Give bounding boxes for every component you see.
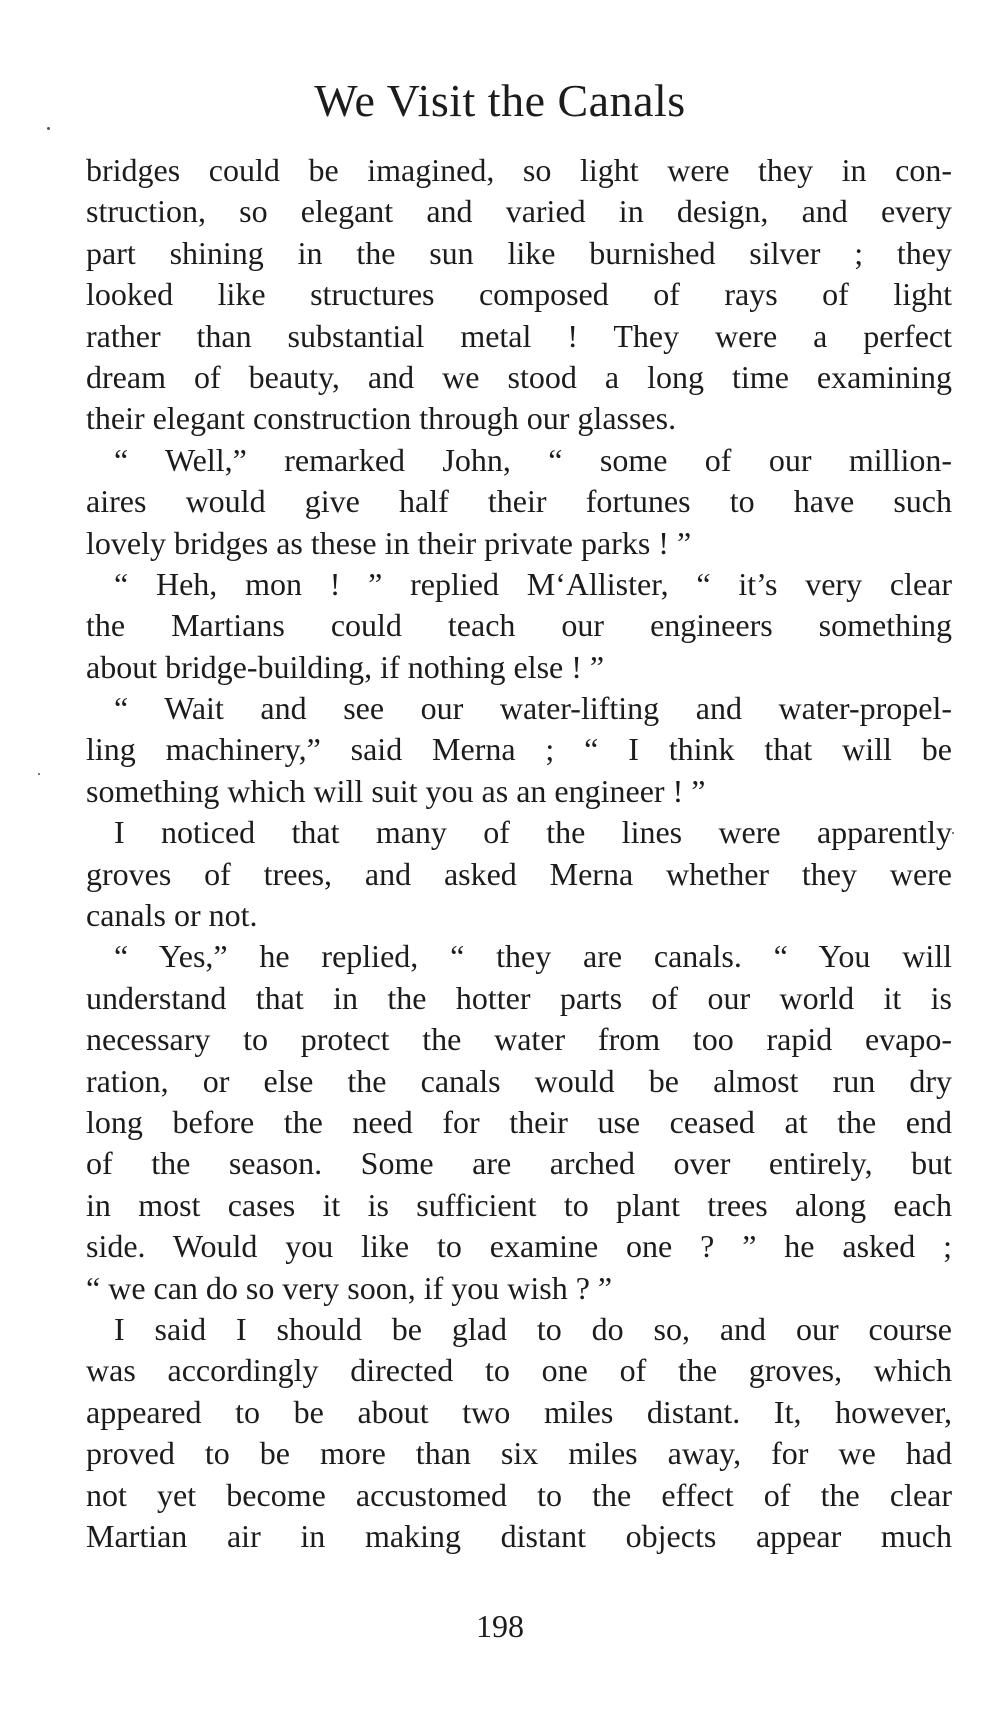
text-line: part shining in the sun like burnished silver ; they	[86, 234, 952, 271]
text-line: lovely bridges as these in their private parks ! ”	[86, 524, 692, 561]
text-line: “ Wait and see our water-lifting and water-propel-	[114, 690, 952, 727]
text-line: struction, so elegant and varied in design, and every	[86, 193, 952, 230]
page-number: 198	[476, 1608, 524, 1644]
text-line: “ Heh, mon ! ” replied M‘Allister, “ it’s very clear	[114, 565, 952, 602]
paragraph	[86, 150, 952, 440]
ink-speck	[38, 773, 40, 775]
text-line: something which will suit you as an engineer ! ”	[86, 772, 706, 809]
text-line: “ we can do so very soon, if you wish ? ”	[86, 1269, 613, 1306]
text-line: long before the need for their use ceased at the end	[86, 1103, 952, 1140]
text-line: ration, or else the canals would be almost run dry	[86, 1062, 952, 1099]
paragraph	[86, 440, 952, 564]
text-line: understand that in the hotter parts of our world it is	[86, 979, 952, 1016]
text-line: looked like structures composed of rays of light	[86, 276, 952, 313]
text-line: the Martians could teach our engineers something	[86, 607, 952, 644]
text-line: of the season. Some are arched over entirely, but	[86, 1145, 952, 1182]
paragraph	[86, 564, 952, 688]
text-line: rather than substantial metal ! They were a perfect	[86, 317, 952, 354]
text-line: proved to be more than six miles away, for we had	[86, 1435, 952, 1472]
running-title: We Visit the Canals	[314, 75, 686, 126]
text-line: “ Yes,” he replied, “ they are canals. “ You will	[114, 938, 952, 975]
text-line: groves of trees, and asked Merna whether they were	[86, 855, 952, 892]
text-line: necessary to protect the water from too rapid evapo-	[86, 1021, 952, 1058]
text-line: ling machinery,” said Merna ; “ I think that will be	[86, 731, 952, 768]
text-line: side. Would you like to examine one ? ” he asked ;	[86, 1228, 952, 1265]
text-line: aires would give half their fortunes to have such	[86, 483, 952, 520]
paragraph	[86, 1309, 952, 1557]
paragraph	[86, 936, 952, 1309]
text-line: “ Well,” remarked John, “ some of our million-	[114, 441, 952, 478]
text-line: canals or not.	[86, 897, 258, 934]
text-line: in most cases it is sufficient to plant trees along each	[86, 1186, 952, 1223]
text-line: bridges could be imagined, so light were they in con-	[86, 152, 952, 188]
text-line: their elegant construction through our glasses.	[86, 400, 677, 437]
ink-speck	[47, 127, 50, 130]
text-line: was accordingly directed to one of the groves, which	[86, 1352, 952, 1389]
body-text	[86, 150, 952, 1557]
paragraph	[86, 688, 952, 812]
text-line: not yet become accustomed to the effect of the clear	[86, 1476, 952, 1513]
text-line: about bridge-building, if nothing else ! ”	[86, 648, 605, 685]
text-line: Martian air in making distant objects appear much	[86, 1517, 952, 1554]
text-line: dream of beauty, and we stood a long time examining	[86, 358, 952, 395]
text-line: I noticed that many of the lines were apparently	[114, 814, 952, 851]
text-line: I said I should be glad to do so, and our course	[114, 1310, 952, 1347]
ink-speck	[952, 832, 954, 834]
paragraph	[86, 812, 952, 936]
text-line: appeared to be about two miles distant. It, however,	[86, 1393, 952, 1430]
